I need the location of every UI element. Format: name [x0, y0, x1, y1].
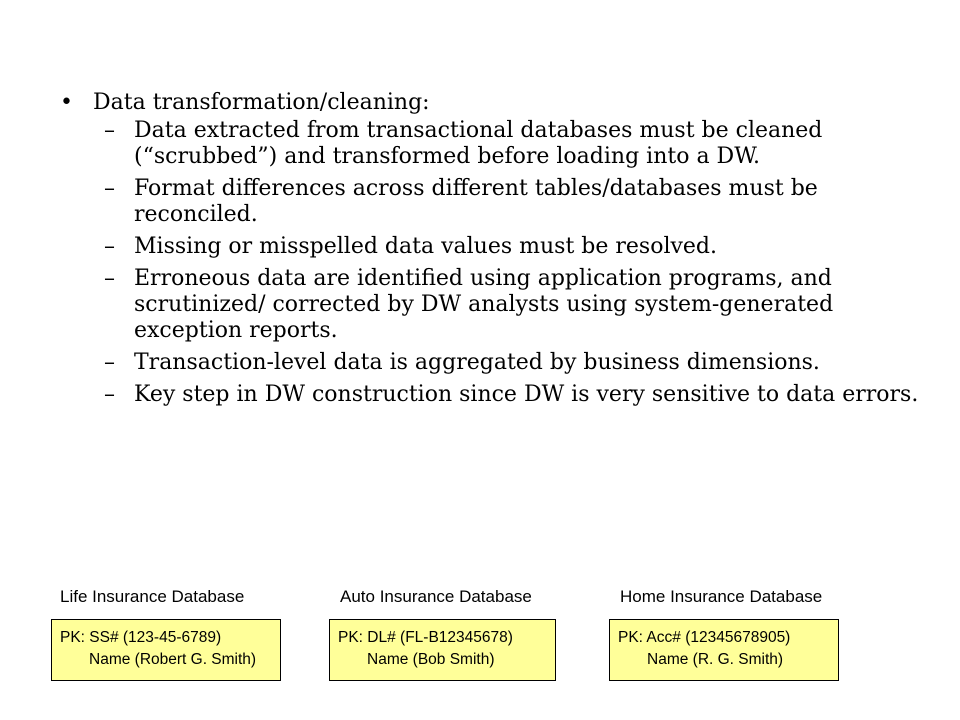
slide-body	[60, 90, 920, 414]
main-bullet	[60, 90, 920, 116]
database-record-box	[609, 619, 839, 681]
dash-icon: –	[104, 118, 115, 143]
sub-bullet-list	[60, 118, 920, 408]
list-item-text: Erroneous data are identified using application programs, and scrutinized/ corrected by DW analysts using system-generated exception reports.	[134, 266, 834, 343]
list-item	[104, 382, 920, 408]
primary-key: PK: DL# (FL-B12345678)	[338, 629, 513, 646]
list-item	[104, 350, 920, 376]
record-name: Name (Bob Smith)	[367, 651, 495, 668]
auto-insurance-database	[338, 586, 532, 668]
list-item-text: Data extracted from transactional databases must be cleaned (“scrubbed”) and transformed before loading into a DW.	[134, 118, 823, 169]
list-item-text: Format differences across different tables/databases must be reconciled.	[134, 176, 818, 227]
list-item	[104, 176, 920, 228]
list-item	[104, 234, 920, 260]
list-item-text: Transaction-level data is aggregated by business dimensions.	[134, 350, 820, 375]
dash-icon: –	[104, 176, 115, 201]
dash-icon: –	[104, 350, 115, 375]
list-item-text: Missing or misspelled data values must be resolved.	[134, 234, 718, 259]
record-name: Name (Robert G. Smith)	[89, 651, 257, 668]
database-label: Home Insurance Database	[620, 587, 823, 606]
bullet-icon: •	[60, 90, 73, 115]
dash-icon: –	[104, 382, 115, 407]
dash-icon: –	[104, 266, 115, 291]
list-item-text: Key step in DW construction since DW is very sensitive to data errors.	[134, 382, 919, 407]
primary-key: PK: SS# (123-45-6789)	[60, 629, 222, 646]
database-record-box	[51, 619, 281, 681]
database-label: Life Insurance Database	[60, 587, 245, 606]
database-record-box	[329, 619, 556, 681]
record-name: Name (R. G. Smith)	[647, 651, 784, 668]
primary-key: PK: Acc# (12345678905)	[618, 629, 791, 646]
database-label: Auto Insurance Database	[340, 587, 532, 606]
list-item	[104, 266, 920, 344]
life-insurance-database	[60, 586, 257, 668]
bullet-title: Data transformation/cleaning:	[93, 90, 430, 115]
dash-icon: –	[104, 234, 115, 259]
home-insurance-database	[618, 586, 823, 668]
list-item	[104, 118, 920, 170]
